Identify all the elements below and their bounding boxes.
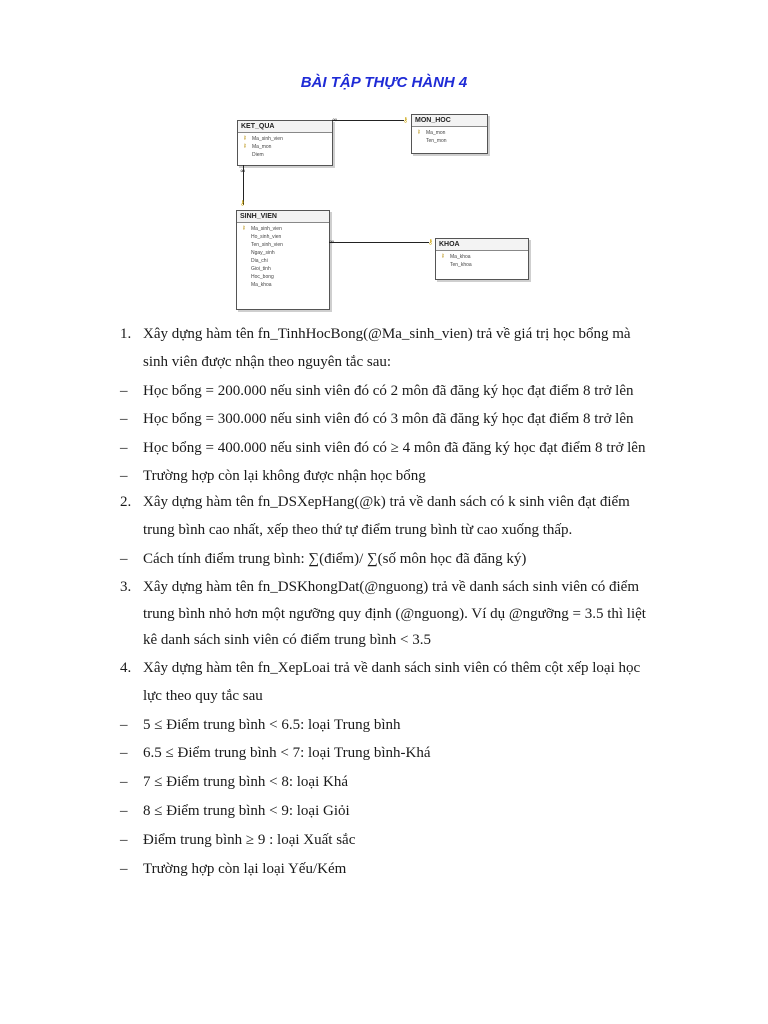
key-icon: ⚷ bbox=[441, 253, 445, 259]
column-name: Ten_sinh_vien bbox=[251, 242, 283, 248]
item-marker: 3. bbox=[120, 579, 132, 595]
column-name: Ma_mon bbox=[252, 144, 272, 150]
column-row bbox=[251, 249, 327, 257]
page-title: BÀI TẬP THỰC HÀNH 4 bbox=[300, 74, 468, 91]
many-end-icon: ∞ bbox=[240, 167, 246, 175]
item-text: 8 ≤ Điểm trung bình < 9: loại Giỏi bbox=[143, 803, 350, 819]
column-row bbox=[450, 261, 526, 269]
column-name: Ma_sinh_vien bbox=[252, 136, 283, 142]
item-marker: 1. bbox=[120, 326, 132, 342]
item-marker: – bbox=[120, 440, 128, 456]
column-name: Ma_mon bbox=[426, 130, 446, 136]
key-end-icon: ⚷ bbox=[428, 238, 434, 246]
item-text: 5 ≤ Điểm trung bình < 6.5: loại Trung bình bbox=[143, 717, 401, 733]
column-row bbox=[243, 143, 330, 151]
item-marker: – bbox=[120, 717, 128, 733]
column-name: Diem bbox=[252, 152, 264, 158]
column-name: Ho_sinh_vien bbox=[251, 234, 282, 240]
column-name: Ngay_sinh bbox=[251, 250, 275, 256]
table-ket-qua-title: KET_QUA bbox=[238, 121, 332, 133]
item-text: trung bình cao nhất, xếp theo thứ tự điểm trung bình từ cao xuống thấp. bbox=[143, 522, 573, 538]
item-marker: – bbox=[120, 774, 128, 790]
item-text: Xây dựng hàm tên fn_DSXepHang(@k) trả về danh sách có k sinh viên đạt điểm bbox=[143, 494, 630, 510]
item-marker: – bbox=[120, 832, 128, 848]
column-name: Ma_khoa bbox=[251, 282, 272, 288]
key-icon: ⚷ bbox=[417, 129, 421, 135]
column-row bbox=[242, 225, 327, 233]
key-end-icon: ⚷ bbox=[403, 116, 409, 124]
item-marker: – bbox=[120, 861, 128, 877]
item-text: Trường hợp còn lại loại Yếu/Kém bbox=[143, 861, 347, 877]
item-text: Xây dựng hàm tên fn_XepLoai trả về danh sách sinh viên có thêm cột xếp loại học bbox=[143, 660, 641, 676]
item-marker: – bbox=[120, 383, 128, 399]
relation-line-ketqua-monhoc bbox=[332, 120, 404, 121]
item-text: Xây dựng hàm tên fn_TinhHocBong(@Ma_sinh_vien) trả về giá trị học bổng mà bbox=[143, 326, 631, 342]
relation-line-sinhvien-khoa bbox=[329, 242, 429, 243]
column-name: Ma_khoa bbox=[450, 254, 471, 260]
column-row bbox=[251, 281, 327, 289]
column-name: Dia_chi bbox=[251, 258, 268, 264]
item-marker: 4. bbox=[120, 660, 132, 676]
table-sinh-vien-title: SINH_VIEN bbox=[237, 211, 329, 223]
item-marker: – bbox=[120, 803, 128, 819]
er-diagram bbox=[0, 0, 768, 330]
column-name: Ten_khoa bbox=[450, 262, 472, 268]
column-row bbox=[252, 151, 330, 159]
table-ket-qua[interactable] bbox=[237, 120, 333, 166]
key-icon: ⚷ bbox=[243, 143, 247, 149]
table-mon-hoc-title: MON_HOC bbox=[412, 115, 487, 127]
table-khoa-title: KHOA bbox=[436, 239, 528, 251]
item-text: trung bình nhỏ hơn một ngưỡng quy định (@nguong). Ví dụ @ngưỡng = 3.5 thì liệt bbox=[143, 606, 646, 622]
column-row bbox=[251, 233, 327, 241]
item-text: 7 ≤ Điểm trung bình < 8: loại Khá bbox=[143, 774, 348, 790]
item-text: Điểm trung bình ≥ 9 : loại Xuất sắc bbox=[143, 832, 356, 848]
column-name: Ma_sinh_vien bbox=[251, 226, 282, 232]
column-name: Hoc_bong bbox=[251, 274, 274, 280]
item-marker: – bbox=[120, 411, 128, 427]
item-text: Học bổng = 300.000 nếu sinh viên đó có 3 môn đã đăng ký học đạt điểm 8 trở lên bbox=[143, 411, 634, 427]
key-icon: ⚷ bbox=[242, 225, 246, 231]
table-sinh-vien[interactable] bbox=[236, 210, 330, 310]
table-khoa[interactable] bbox=[435, 238, 529, 280]
item-text: Trường hợp còn lại không được nhận học bổng bbox=[143, 468, 426, 484]
many-end-icon: ∞ bbox=[329, 238, 335, 246]
item-marker: – bbox=[120, 745, 128, 761]
column-row bbox=[243, 135, 330, 143]
table-mon-hoc[interactable] bbox=[411, 114, 488, 154]
column-row bbox=[251, 257, 327, 265]
column-name: Ten_mon bbox=[426, 138, 447, 144]
column-row bbox=[251, 273, 327, 281]
column-name: Gioi_tinh bbox=[251, 266, 271, 272]
item-text: 6.5 ≤ Điểm trung bình < 7: loại Trung bình-Khá bbox=[143, 745, 431, 761]
column-row bbox=[441, 253, 526, 261]
column-row bbox=[251, 265, 327, 273]
column-row bbox=[426, 137, 485, 145]
item-text: kê danh sách sinh viên có điểm trung bình < 3.5 bbox=[143, 632, 431, 648]
item-text: Xây dựng hàm tên fn_DSKhongDat(@nguong) trả về danh sách sinh viên có điểm bbox=[143, 579, 640, 595]
column-row bbox=[251, 241, 327, 249]
item-text: Học bổng = 200.000 nếu sinh viên đó có 2 môn đã đăng ký học đạt điểm 8 trở lên bbox=[143, 383, 634, 399]
column-row bbox=[417, 129, 485, 137]
item-text: Cách tính điểm trung bình: ∑(điểm)/ ∑(số môn học đã đăng ký) bbox=[143, 551, 527, 567]
item-marker: 2. bbox=[120, 494, 132, 510]
item-text: Học bổng = 400.000 nếu sinh viên đó có ≥ 4 môn đã đăng ký học đạt điểm 8 trở lên bbox=[143, 440, 646, 456]
item-marker: – bbox=[120, 468, 128, 484]
item-marker: – bbox=[120, 551, 128, 567]
key-end-icon: ⚷ bbox=[240, 199, 246, 207]
item-text: lực theo quy tắc sau bbox=[143, 688, 263, 704]
key-icon: ⚷ bbox=[243, 135, 247, 141]
item-text: sinh viên được nhận theo nguyên tắc sau: bbox=[143, 354, 392, 370]
many-end-icon: ∞ bbox=[332, 116, 338, 124]
